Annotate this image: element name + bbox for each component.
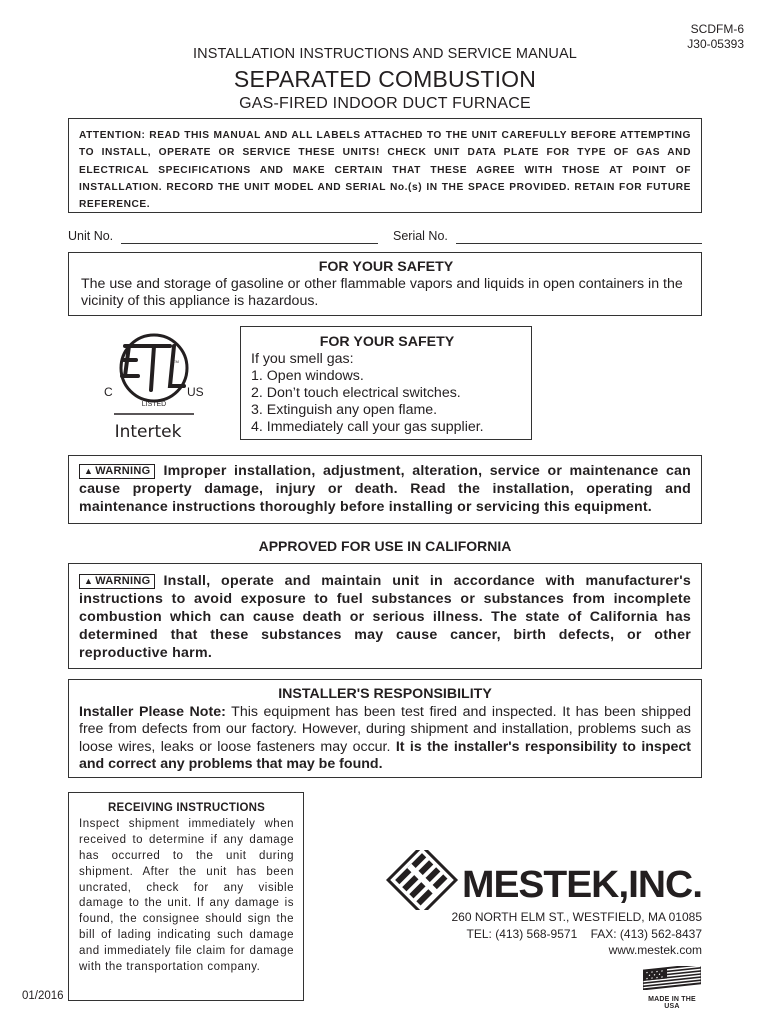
california-heading: APPROVED FOR USE IN CALIFORNIA xyxy=(258,538,512,554)
made-in-usa-mark xyxy=(642,966,702,1010)
installer-body: This equipment has been test fired and inspected. It has been shipped free from defects from our factory. However, during shipment and installation, problems such as loose wires, leaks or loose fasteners may occur. xyxy=(79,703,691,755)
serial-no-field[interactable] xyxy=(456,243,702,244)
receiving-instructions-box xyxy=(68,792,304,1001)
warning-installation-box xyxy=(68,455,702,524)
warning-california-box xyxy=(68,563,702,669)
mestek-wordmark: MESTEK,INC. xyxy=(462,864,702,906)
etl-listed-text: LISTED xyxy=(141,401,167,408)
warning-text: Install, operate and maintain unit in accordance with manufacturer's instructions to avoid exposure to fuel substances or substances from incomplete combustion which can cause death or serious illness. The state of California has determined that these substances may cause cancer, birth defects, or other reproductive harm. xyxy=(79,573,691,661)
unit-no-field[interactable] xyxy=(121,243,378,244)
safety-line: 1. Open windows. xyxy=(251,368,364,384)
safety-line: 3. Extinguish any open flame. xyxy=(251,402,438,418)
doc-code-1: SCDFM-6 xyxy=(690,22,744,36)
safety-notice-flammables xyxy=(68,252,702,316)
intertek-brand: Intertek xyxy=(114,422,182,442)
warning-triangle-icon: ▲ xyxy=(84,466,94,476)
etl-logo-icon xyxy=(98,326,206,446)
made-in-usa-text: MADE IN THE USA xyxy=(648,996,696,1010)
installer-lead: Installer Please Note: xyxy=(79,703,226,720)
date-code: 01/2016 xyxy=(22,990,64,1002)
safety-line: If you smell gas: xyxy=(251,351,354,367)
safety-notice-gas-smell xyxy=(240,326,532,440)
receiving-body: Inspect shipment immediately when received to determine if any damage has occurred to the unit during shipment. After the unit has been uncrated, check for any visible damage to the unit. If any damage is found, the consignee should sign the bill of lading indicating such damage and immediately file claim for damage with the transportation company. xyxy=(79,817,294,974)
receiving-heading: RECEIVING INSTRUCTIONS xyxy=(107,802,266,814)
street-address: 260 NORTH ELM ST., WESTFIELD, MA 01085 xyxy=(451,910,702,924)
doc-code-2: J30-05393 xyxy=(687,37,744,51)
etl-us-text: US xyxy=(187,385,204,399)
company-address xyxy=(451,909,702,959)
warning-text: Improper installation, adjustment, alteration, service or maintenance can cause property damage, injury or death. Read the installation, operating and maintenance instructions thoroughly before installing or servicing this equipment. xyxy=(79,463,691,515)
svg-text:TM: TM xyxy=(173,359,179,364)
safety-heading: FOR YOUR SAFETY xyxy=(318,259,454,275)
installer-emphasis: It is the installer's responsibility to inspect and correct any problems that may be found. xyxy=(79,738,691,773)
serial-no-label: Serial No. xyxy=(393,229,448,243)
etl-c-text: C xyxy=(104,385,113,399)
safety-line: 4. Immediately call your gas supplier. xyxy=(251,419,484,435)
unit-no-label: Unit No. xyxy=(68,229,114,243)
us-flag-icon xyxy=(643,966,701,990)
installer-heading: INSTALLER'S RESPONSIBILITY xyxy=(278,686,492,702)
etl-listed-mark xyxy=(98,326,206,446)
warning-badge: ▲ WARNING xyxy=(79,464,155,479)
mestek-logo xyxy=(386,850,704,915)
safety-heading: FOR YOUR SAFETY xyxy=(319,334,455,350)
page-subtitle: GAS-FIRED INDOOR DUCT FURNACE xyxy=(239,95,531,112)
warning-triangle-icon: ▲ xyxy=(84,576,94,586)
website-link[interactable]: www.mestek.com xyxy=(608,943,702,957)
safety-body: The use and storage of gasoline or other flammable vapors and liquids in open containers in the vicinity of this appliance is hazardous. xyxy=(81,276,683,309)
manual-type-title: INSTALLATION INSTRUCTIONS AND SERVICE MANUAL xyxy=(193,46,577,62)
installer-responsibility-box xyxy=(68,679,702,778)
phone-fax: TEL: (413) 568-9571 FAX: (413) 562-8437 xyxy=(466,926,702,941)
attention-box: ATTENTION: READ THIS MANUAL AND ALL LABELS ATTACHED TO THE UNIT CAREFULLY BEFORE ATTEMPTING TO INSTALL, OPERATE OR SERVICE THESE UNITS! CHECK UNIT DATA PLATE FOR TYPE OF GAS AND ELECTRICAL SPECIFICATIONS AND MAKE CERTAIN THAT THESE AGREE WITH THOSE AT POINT OF INSTALLATION. RECORD THE UNIT MODEL AND SERIAL No.(s) IN THE SPACE PROVIDED. RETAIN FOR FUTURE REFERENCE. xyxy=(68,118,702,213)
mestek-logo-icon xyxy=(386,850,704,910)
page-title: SEPARATED COMBUSTION xyxy=(233,66,537,92)
safety-line: 2. Don’t touch electrical switches. xyxy=(251,385,461,401)
warning-badge: ▲ WARNING xyxy=(79,574,155,589)
